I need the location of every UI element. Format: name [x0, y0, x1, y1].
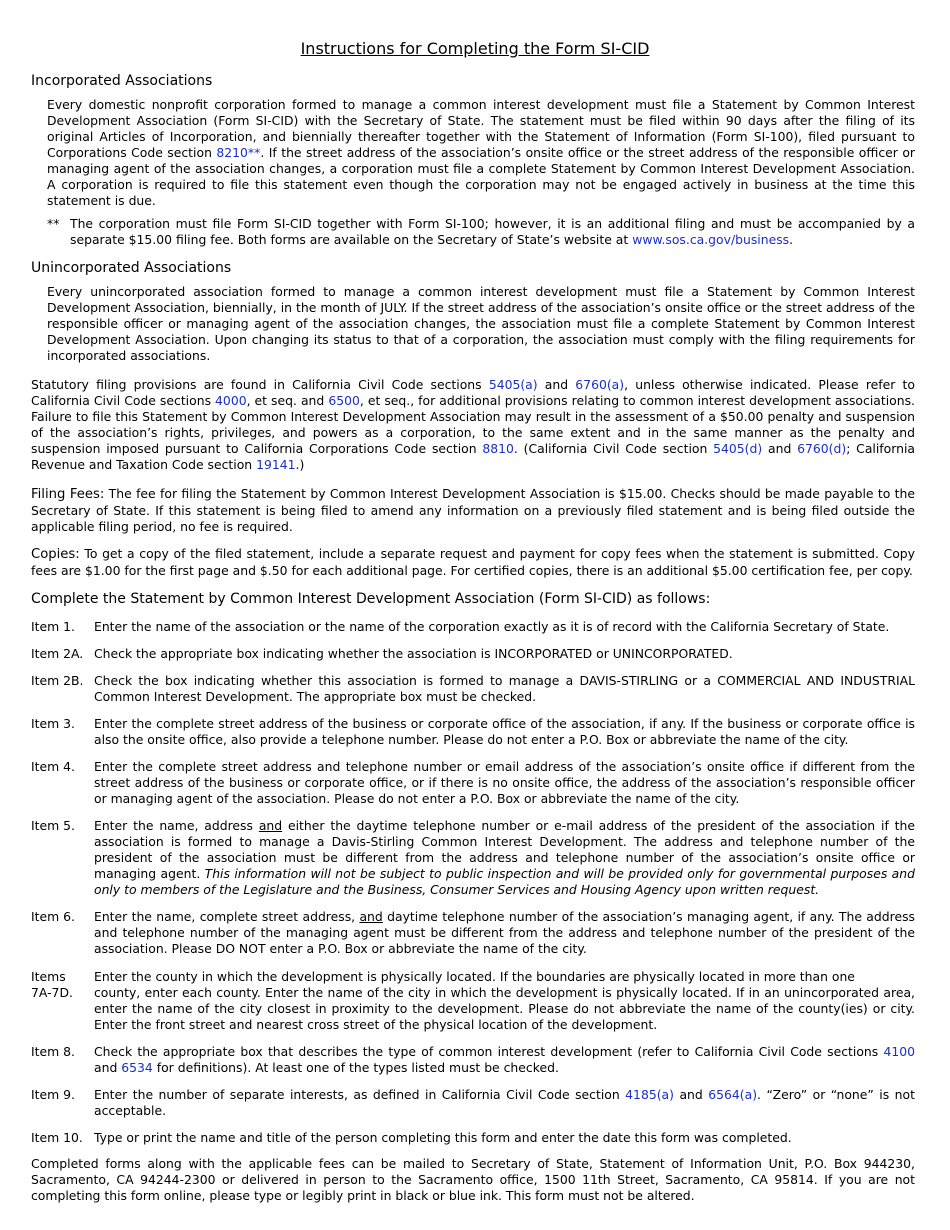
incorporated-heading: Incorporated Associations	[31, 73, 213, 89]
filing-fees-lead: Filing Fees:	[31, 487, 105, 502]
code-link-5405d[interactable]: 5405(d)	[713, 441, 763, 456]
item-5-text: Enter the name, address and either the daytime telephone number or e-mail address of the president of the association if the association is formed to manage a Davis-Stirling Common Interest Development. The address and telephone number of the president of the association must be different from the address and telephone number of the association’s onsite office or managing agent. This information will not be subject to public inspection and will be provided only for governmental purposes and only to members of the Legislature and the Business, Consumer Services and Housing Agency upon written request.	[94, 818, 916, 897]
item-8-text: Check the appropriate box that describes the type of common interest development (refer to California Civil Code sections 4100 and 6534 for definitions). At least one of the types listed must be checked.	[94, 1044, 915, 1075]
page-title: Instructions for Completing the Form SI-CID	[300, 39, 650, 58]
item-4-label: Item 4.	[31, 759, 75, 774]
items-7-text: Enter the county in which the development is physically located. If the boundaries are physically located in more than one county, enter each county. Enter the name of the city in which the development is physically located. If in an unincorporated area, enter the name of the city closest in proximity to the development. Please do not abbreviate the name of the county(ies) or city. Enter the front street and nearest cross street of the physical location of the development.	[94, 969, 915, 1032]
filing-fees-paragraph: Filing Fees: The fee for filing the Statement by Common Interest Development Association is $15.00. Checks should be made payable to the Secretary of State. If this statement is being filed to amend any information on a previously filed statement and is being filed outside the applicable filing period, no fee is required.	[31, 486, 915, 534]
item-5-notice: This information will not be subject to public inspection and will be provided only for governmental purposes and only to members of the Legislature and the Business, Consumer Services and Housing Agency upon written request.	[94, 866, 915, 897]
item-9-label: Item 9.	[31, 1087, 75, 1102]
item-3-text: Enter the complete street address of the business or corporate office of the association, if any. If the business or corporate office is also the onsite office, also provide a telephone number. Please do not enter a P.O. Box or abbreviate the name of the city.	[94, 716, 915, 747]
sos-website-link[interactable]: www.sos.ca.gov/business	[632, 232, 790, 247]
item-5-label: Item 5.	[31, 818, 75, 833]
unincorporated-paragraph: Every unincorporated association formed to manage a common interest development must file a Statement by Common Interest Development Association, biennially, in the month of JULY. If the street address of the association’s onsite office or the street address of the responsible officer or managing agent of the association changes, the association must file a complete Statement by Common Interest Development Association. Upon changing its status to that of a corporation, the association must comply with the filing requirements for incorporated associations.	[47, 284, 915, 363]
code-link-8810[interactable]: 8810	[482, 441, 514, 456]
incorporated-paragraph: Every domestic nonprofit corporation formed to manage a common interest development must file a Statement by Common Interest Development Association (Form SI-CID) with the Secretary of State. The statement must be filed within 90 days after the filing of its original Articles of Incorporation, and biennially thereafter together with the Statement of Information (Form SI-100), filed pursuant to Corporations Code section 8210**. If the street address of the association’s onsite office or the street address of the responsible officer or managing agent of the association changes, a corporation must file a complete Statement by Common Interest Development Association. A corporation is required to file this statement even though the corporation may not be engaged actively in business at the time this statement is due.	[47, 97, 916, 208]
item-10-label: Item 10.	[31, 1130, 83, 1145]
item-1-label: Item 1.	[31, 619, 75, 634]
incorporated-footnote: ** The corporation must file Form SI-CID together with Form SI-100; however, it is an additional filing and must be accompanied by a separate $15.00 filing fee. Both forms are available on the Secretary of State’s website at www.sos.ca.gov/business.	[47, 216, 915, 247]
code-link-6760d[interactable]: 6760(d)	[797, 441, 847, 456]
item-10-text: Type or print the name and title of the person completing this form and enter the date this form was completed.	[94, 1130, 792, 1145]
item-9-text: Enter the number of separate interests, as defined in California Civil Code section 4185(a) and 6564(a). “Zero” or “none” is not acceptable.	[94, 1087, 915, 1118]
code-link-4000[interactable]: 4000	[215, 393, 247, 408]
code-link-6500[interactable]: 6500	[328, 393, 360, 408]
item-2b-text: Check the box indicating whether this association is formed to manage a DAVIS-STIRLING or a COMMERCIAL AND INDUSTRIAL Common Interest Development. The appropriate box must be checked.	[94, 673, 915, 704]
items-7-label: Items 7A-7D.	[31, 969, 73, 1000]
item-2b-label: Item 2B.	[31, 673, 84, 688]
copies-lead: Copies:	[31, 547, 80, 562]
item-5-and: and	[258, 818, 283, 833]
code-link-6760a[interactable]: 6760(a)	[575, 377, 625, 392]
code-link-4100[interactable]: 4100	[883, 1044, 915, 1059]
unincorporated-heading: Unincorporated Associations	[31, 260, 232, 276]
item-6-text: Enter the name, complete street address, and daytime telephone number of the association’s managing agent, if any. The address and telephone number of the managing agent must be different from the address and telephone number of the president of the association. Please DO NOT enter a P.O. Box or abbreviate the name of the city.	[94, 909, 915, 956]
item-3-label: Item 3.	[31, 716, 75, 731]
item-2a-text: Check the appropriate box indicating whether the association is INCORPORATED or UNINCORPORATED.	[94, 646, 733, 661]
item-6-label: Item 6.	[31, 909, 75, 924]
code-link-4185a[interactable]: 4185(a)	[625, 1087, 674, 1102]
code-link-5405a[interactable]: 5405(a)	[488, 377, 538, 392]
statutory-paragraph: Statutory filing provisions are found in California Civil Code sections 5405(a) and 6760(a), unless otherwise indicated. Please refer to California Civil Code sections 4000, et seq. and 6500, et seq., for additional provisions relating to common interest development associations. Failure to file this Statement by Common Interest Development Association may result in the assessment of a $50.00 penalty and suspension of the association’s rights, privileges, and powers as a corporation, to the same extent and in the same manner as the penalty and suspension imposed pursuant to California Corporations Code section 8810. (California Civil Code section 5405(d) and 6760(d); California Revenue and Taxation Code section 19141.)	[31, 377, 916, 472]
code-link-19141[interactable]: 19141	[256, 457, 296, 472]
complete-heading: Complete the Statement by Common Interest Development Association (Form SI-CID) as follows:	[31, 591, 711, 607]
item-1-text: Enter the name of the association or the name of the corporation exactly as it is of record with the California Secretary of State.	[94, 619, 890, 634]
item-4-text: Enter the complete street address and telephone number or email address of the association’s onsite office if different from the street address of the business or corporate office, or if there is no onsite office, the address of the association’s responsible officer or managing agent of the association. Please do not enter a P.O. Box or abbreviate the name of the city.	[94, 759, 915, 806]
closing-paragraph: Completed forms along with the applicable fees can be mailed to Secretary of State, Statement of Information Unit, P.O. Box 944230, Sacramento, CA 94244-2300 or delivered in person to the Sacramento office, 1500 11th Street, Sacramento, CA 95814. If you are not completing this form online, please type or legibly print in black or blue ink. This form must not be altered.	[31, 1156, 915, 1203]
copies-paragraph: Copies: To get a copy of the filed statement, include a separate request and payment for copy fees when the statement is submitted. Copy fees are $1.00 for the first page and $.50 for each additional page. For certified copies, there is an additional $5.00 certification fee, per copy.	[31, 546, 915, 578]
code-link-8210[interactable]: 8210**	[216, 145, 261, 160]
code-link-6564a[interactable]: 6564(a)	[708, 1087, 758, 1102]
item-8-label: Item 8.	[31, 1044, 75, 1059]
item-2a-label: Item 2A.	[31, 646, 84, 661]
code-link-6534[interactable]: 6534	[121, 1060, 153, 1075]
item-6-and: and	[359, 909, 383, 924]
footnote-mark: **	[47, 216, 60, 231]
